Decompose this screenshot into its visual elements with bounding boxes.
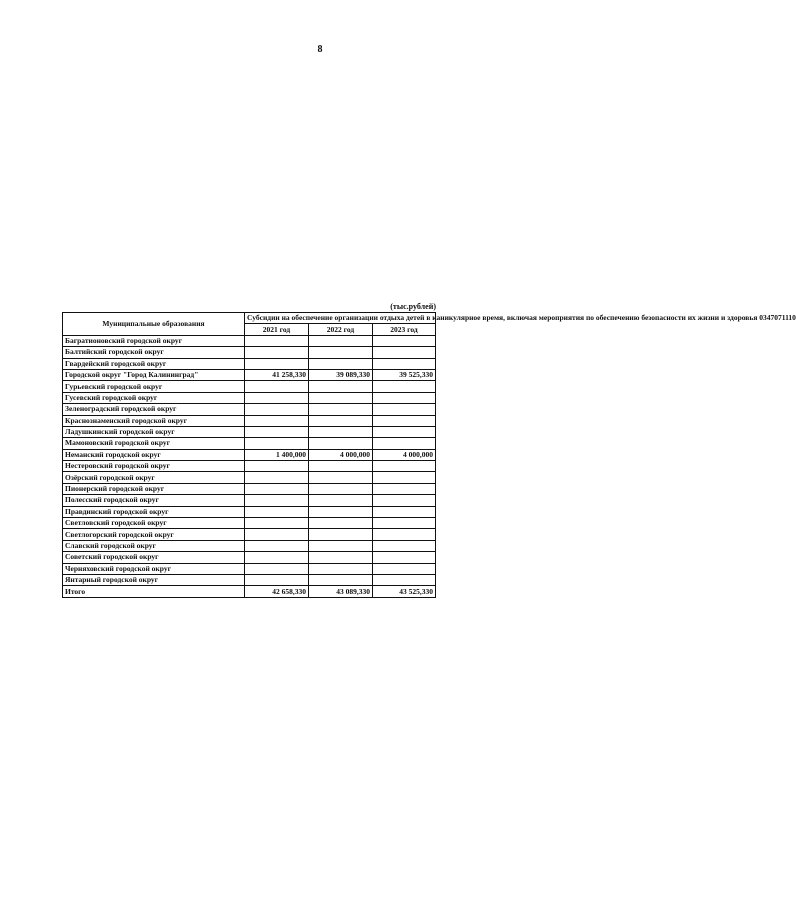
table-row bbox=[63, 358, 436, 369]
value-2021-cell bbox=[245, 461, 309, 472]
table-row bbox=[63, 438, 436, 449]
value-2023-cell bbox=[373, 438, 436, 449]
value-2023-cell bbox=[373, 404, 436, 415]
value-2021-cell bbox=[245, 540, 309, 551]
value-2023-cell: 39 525,330 bbox=[373, 369, 436, 380]
municipality-name-cell: Правдинский городской округ bbox=[63, 506, 245, 517]
value-2023-cell bbox=[373, 518, 436, 529]
municipality-name-cell: Гурьевский городской округ bbox=[63, 381, 245, 392]
year-2023-header: 2023 год bbox=[373, 324, 436, 335]
value-2022-cell bbox=[309, 483, 373, 494]
value-2021-cell bbox=[245, 495, 309, 506]
value-2022-cell: 4 000,000 bbox=[309, 449, 373, 460]
municipality-name-cell: Гвардейский городской округ bbox=[63, 358, 245, 369]
table-row bbox=[63, 552, 436, 563]
table-row bbox=[63, 472, 436, 483]
value-2021-cell bbox=[245, 472, 309, 483]
table-row bbox=[63, 540, 436, 551]
table-row bbox=[63, 461, 436, 472]
page-number: 8 bbox=[317, 44, 323, 55]
value-2022-cell bbox=[309, 461, 373, 472]
value-2022-cell bbox=[309, 529, 373, 540]
municipality-name-cell: Ладушкинский городской округ bbox=[63, 426, 245, 437]
value-2023-cell bbox=[373, 506, 436, 517]
value-2023-cell bbox=[373, 563, 436, 574]
value-2021-cell bbox=[245, 415, 309, 426]
value-2022-cell bbox=[309, 415, 373, 426]
municipality-name-cell: Багратионовский городской округ bbox=[63, 335, 245, 346]
table-row bbox=[63, 506, 436, 517]
table-row bbox=[63, 426, 436, 437]
value-2021-cell: 41 258,330 bbox=[245, 369, 309, 380]
value-2022-cell bbox=[309, 563, 373, 574]
table-row bbox=[63, 369, 436, 380]
table-row bbox=[63, 381, 436, 392]
subsidy-table bbox=[62, 312, 796, 598]
municipality-name-cell: Краснознаменский городской округ bbox=[63, 415, 245, 426]
value-2023-cell bbox=[373, 426, 436, 437]
municipality-name-cell: Балтийский городской округ bbox=[63, 347, 245, 358]
municipality-name-cell: Черняховский городской округ bbox=[63, 563, 245, 574]
table-row bbox=[63, 415, 436, 426]
value-2021-cell bbox=[245, 335, 309, 346]
value-2023-cell bbox=[373, 335, 436, 346]
table-row bbox=[63, 563, 436, 574]
municipality-name-cell: Янтарный городской округ bbox=[63, 574, 245, 585]
value-2021-cell bbox=[245, 426, 309, 437]
table-row bbox=[63, 347, 436, 358]
total-row bbox=[63, 586, 436, 597]
total-2021: 42 658,330 bbox=[245, 586, 309, 597]
value-2022-cell bbox=[309, 495, 373, 506]
municipality-name-cell: Полесский городской округ bbox=[63, 495, 245, 506]
year-2021-header: 2021 год bbox=[245, 324, 309, 335]
total-2022: 43 089,330 bbox=[309, 586, 373, 597]
value-2022-cell bbox=[309, 347, 373, 358]
value-2023-cell bbox=[373, 540, 436, 551]
municipality-name-cell: Нестеровский городской округ bbox=[63, 461, 245, 472]
value-2023-cell bbox=[373, 381, 436, 392]
municipality-name-cell: Мамоновский городской округ bbox=[63, 438, 245, 449]
municipality-name-cell: Гусевский городской округ bbox=[63, 392, 245, 403]
units-note: (тыс.рублей) bbox=[390, 302, 436, 311]
value-2021-cell bbox=[245, 563, 309, 574]
table-row bbox=[63, 495, 436, 506]
municipality-column-header: Муниципальные образования bbox=[63, 313, 245, 336]
value-2023-cell bbox=[373, 461, 436, 472]
value-2022-cell bbox=[309, 335, 373, 346]
value-2022-cell bbox=[309, 552, 373, 563]
municipality-name-cell: Светлогорский городской округ bbox=[63, 529, 245, 540]
value-2021-cell bbox=[245, 506, 309, 517]
value-2021-cell bbox=[245, 347, 309, 358]
value-2021-cell bbox=[245, 552, 309, 563]
table-row bbox=[63, 518, 436, 529]
value-2023-cell bbox=[373, 415, 436, 426]
value-2022-cell bbox=[309, 438, 373, 449]
total-label: Итого bbox=[63, 586, 245, 597]
municipality-name-cell: Светловский городской округ bbox=[63, 518, 245, 529]
value-2022-cell: 39 089,330 bbox=[309, 369, 373, 380]
value-2023-cell bbox=[373, 358, 436, 369]
subsidy-column-header: Субсидии на обеспечение организации отдыха детей в каникулярное время, включая мероприятия по обеспечению безопасности их жизни и здоровья 0347071110 bbox=[245, 313, 436, 324]
municipality-name-cell: Пионерский городской округ bbox=[63, 483, 245, 494]
table-row bbox=[63, 392, 436, 403]
table-body bbox=[63, 335, 436, 586]
value-2023-cell: 4 000,000 bbox=[373, 449, 436, 460]
municipality-name-cell: Славский городской округ bbox=[63, 540, 245, 551]
table-row bbox=[63, 449, 436, 460]
municipality-name-cell: Советский городской округ bbox=[63, 552, 245, 563]
value-2022-cell bbox=[309, 506, 373, 517]
value-2022-cell bbox=[309, 381, 373, 392]
value-2023-cell bbox=[373, 552, 436, 563]
table-row bbox=[63, 529, 436, 540]
value-2021-cell bbox=[245, 483, 309, 494]
value-2023-cell bbox=[373, 483, 436, 494]
value-2022-cell bbox=[309, 472, 373, 483]
value-2022-cell bbox=[309, 426, 373, 437]
year-2022-header: 2022 год bbox=[309, 324, 373, 335]
total-2023: 43 525,330 bbox=[373, 586, 436, 597]
table-row bbox=[63, 335, 436, 346]
value-2021-cell bbox=[245, 574, 309, 585]
value-2022-cell bbox=[309, 392, 373, 403]
value-2021-cell bbox=[245, 404, 309, 415]
table-row bbox=[63, 404, 436, 415]
value-2021-cell bbox=[245, 392, 309, 403]
municipality-name-cell: Городской округ "Город Калининград" bbox=[63, 369, 245, 380]
table-row bbox=[63, 483, 436, 494]
value-2022-cell bbox=[309, 540, 373, 551]
value-2021-cell bbox=[245, 518, 309, 529]
value-2023-cell bbox=[373, 472, 436, 483]
value-2023-cell bbox=[373, 495, 436, 506]
value-2021-cell bbox=[245, 438, 309, 449]
value-2021-cell bbox=[245, 381, 309, 392]
value-2022-cell bbox=[309, 404, 373, 415]
municipality-name-cell: Неманский городской округ bbox=[63, 449, 245, 460]
value-2022-cell bbox=[309, 358, 373, 369]
value-2022-cell bbox=[309, 574, 373, 585]
value-2021-cell bbox=[245, 529, 309, 540]
table-row bbox=[63, 574, 436, 585]
value-2021-cell bbox=[245, 358, 309, 369]
municipality-name-cell: Озёрский городской округ bbox=[63, 472, 245, 483]
value-2023-cell bbox=[373, 529, 436, 540]
value-2022-cell bbox=[309, 518, 373, 529]
value-2023-cell bbox=[373, 392, 436, 403]
value-2023-cell bbox=[373, 347, 436, 358]
value-2023-cell bbox=[373, 574, 436, 585]
value-2021-cell: 1 400,000 bbox=[245, 449, 309, 460]
municipality-name-cell: Зеленоградский городской округ bbox=[63, 404, 245, 415]
